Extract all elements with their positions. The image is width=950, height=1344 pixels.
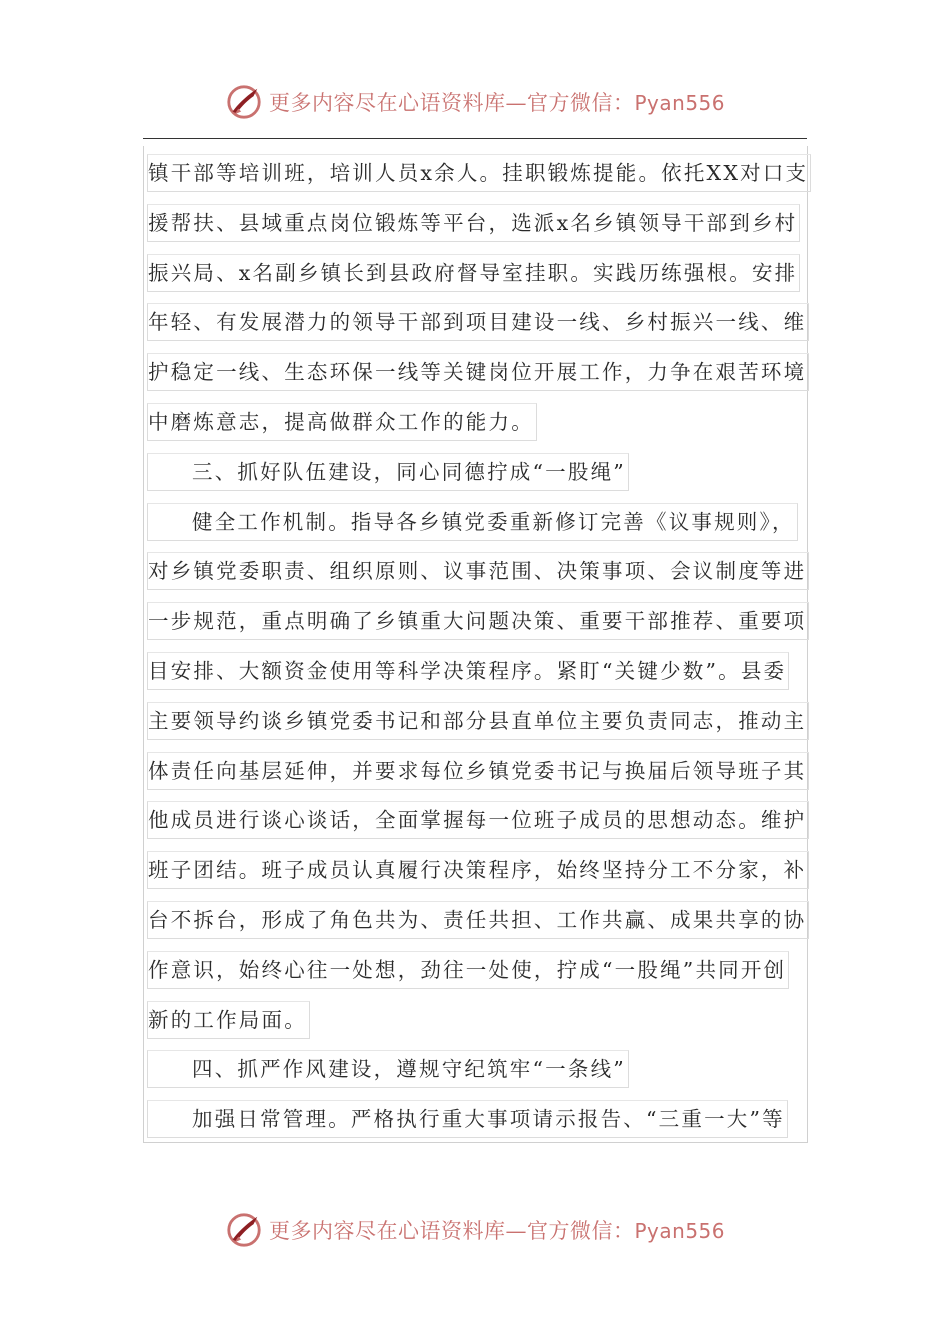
footer-banner-id: Pyan556 [634, 1219, 725, 1243]
text-line-content: 年轻、有发展潜力的领导干部到项目建设一线、乡村振兴一线、维 [147, 303, 809, 341]
header-banner-cn: 更多内容尽在心语资料库—官方微信： [268, 91, 635, 115]
footer-banner-cn: 更多内容尽在心语资料库—官方微信： [268, 1219, 635, 1243]
header-rule [143, 138, 807, 139]
text-line [147, 596, 807, 646]
text-line [147, 198, 807, 248]
text-line-content: 目安排、大额资金使用等科学决策程序。紧盯“关键少数”。县委 [147, 652, 789, 690]
pen-nib-logo-icon [225, 83, 263, 121]
section-heading-4 [147, 1044, 807, 1094]
header-banner-id: Pyan556 [634, 91, 725, 115]
text-line [147, 148, 807, 198]
text-line-content: 健全工作机制。指导各乡镇党委重新修订完善《议事规则》， [147, 503, 798, 541]
text-line-content: 一步规范，重点明确了乡镇重大问题决策、重要干部推荐、重要项 [147, 602, 809, 640]
text-line-content: 护稳定一线、生态环保一线等关键岗位开展工作，力争在艰苦环境 [147, 353, 809, 391]
text-line-content: 主要领导约谈乡镇党委书记和部分县直单位主要负责同志，推动主 [147, 702, 809, 740]
text-line-content: 加强日常管理。严格执行重大事项请示报告、“三重一大”等 [147, 1100, 788, 1138]
text-line-content: 体责任向基层延伸，并要求每位乡镇党委书记与换届后领导班子其 [147, 752, 809, 790]
text-line [147, 845, 807, 895]
text-line [147, 945, 807, 995]
text-line [147, 696, 807, 746]
text-line [147, 646, 807, 696]
text-line [147, 546, 807, 596]
text-line [147, 995, 807, 1045]
text-line-content: 援帮扶、县域重点岗位锻炼等平台，选派x名乡镇领导干部到乡村 [147, 204, 800, 242]
pen-nib-logo-icon [225, 1211, 263, 1249]
text-line [147, 248, 807, 298]
text-line [147, 347, 807, 397]
section-heading-3 [147, 447, 807, 497]
paragraph-start-line [147, 497, 807, 547]
text-line [147, 746, 807, 796]
section-heading-text: 四、抓严作风建设，遵规守纪筑牢“一条线” [147, 1050, 629, 1088]
document-body [147, 148, 807, 1144]
text-line-content: 中磨炼意志，提高做群众工作的能力。 [147, 403, 537, 441]
text-line-content: 镇干部等培训班，培训人员x余人。挂职锻炼提能。依托XX对口支 [147, 154, 811, 192]
text-line-content: 作意识，始终心往一处想，劲往一处使，拧成“一股绳”共同开创 [147, 951, 789, 989]
text-line-content: 对乡镇党委职责、组织原则、议事范围、决策事项、会议制度等进 [147, 552, 809, 590]
text-line-content: 他成员进行谈心谈话，全面掌握每一位班子成员的思想动态。维护 [147, 801, 809, 839]
text-line [147, 297, 807, 347]
header-banner-text [269, 87, 725, 117]
text-line-content: 新的工作局面。 [147, 1001, 310, 1039]
paragraph-start-line [147, 1094, 807, 1144]
section-heading-text: 三、抓好队伍建设，同心同德拧成“一股绳” [147, 453, 629, 491]
footer-banner-text [269, 1215, 725, 1245]
footer-watermark-banner [0, 1208, 950, 1252]
text-line [147, 895, 807, 945]
text-line-content: 班子团结。班子成员认真履行决策程序，始终坚持分工不分家，补 [147, 851, 809, 889]
text-line [147, 397, 807, 447]
header-watermark-banner [0, 80, 950, 124]
text-line-content: 台不拆台，形成了角色共为、责任共担、工作共赢、成果共享的协 [147, 901, 809, 939]
text-line-content: 振兴局、x名副乡镇长到县政府督导室挂职。实践历练强根。安排 [147, 254, 800, 292]
text-line [147, 795, 807, 845]
